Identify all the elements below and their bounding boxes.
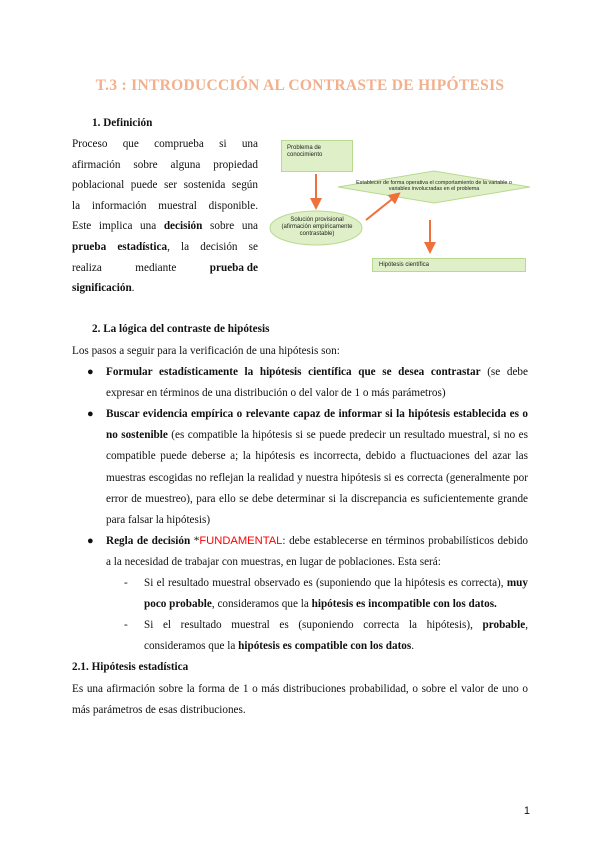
bold-term-prueba-de: prueba de <box>209 261 258 274</box>
step-3-star: * <box>190 534 200 547</box>
sub-1-text-a: Si el resultado muestral observado es (suponiendo que la hipótesis es correcta), <box>144 577 507 590</box>
section-1-heading: 1. Definición <box>92 117 153 129</box>
definition-paragraph <box>72 134 258 299</box>
sub-2-bold-d: hipótesis es compatible con los datos <box>238 640 412 653</box>
dash-icon: - <box>124 577 128 590</box>
dash-icon: - <box>124 619 128 632</box>
bullet-icon: ● <box>87 534 94 547</box>
step-3-text: : debe establecerse en términos probabilísticos debido a la necesidad de trabajar con muestras, en lugar de poblaciones. Esta será: <box>106 534 529 568</box>
definition-line <box>72 258 258 279</box>
text-run: sobre una <box>202 220 258 233</box>
text-run: realiza <box>72 261 102 274</box>
sub-2-text-e: . <box>411 640 415 653</box>
text-run: Este implica una <box>72 220 164 233</box>
sub-1-text-c: , consideramos que la <box>211 598 312 611</box>
step-1-text: (se debe expresar en términos de una distribución o del valor de 1 o más parámetros) <box>106 366 528 400</box>
step-2-title: Buscar evidencia empírica o relevante capaz de informar si la hipótesis establecida es o no sostenible <box>106 408 528 442</box>
text-run: . <box>131 282 135 295</box>
steps-list <box>72 362 528 573</box>
definition-line: Proceso que comprueba si una <box>72 138 258 150</box>
sub-1-bold-d: hipótesis es incompatible con los datos. <box>311 598 497 611</box>
definition-line <box>72 237 258 258</box>
section-2-body <box>72 341 528 721</box>
list-item <box>72 531 528 573</box>
fundamental-label: FUNDAMENTAL <box>199 534 283 547</box>
arrow-diag <box>366 196 396 220</box>
section-2-heading: 2. La lógica del contraste de hipótesis <box>92 323 270 335</box>
definition-line <box>72 216 258 237</box>
page-number: 1 <box>523 805 530 817</box>
bullet-icon: ● <box>87 408 94 421</box>
sub-2-text-a: Si el resultado muestral es (suponiendo correcta la hipótesis), <box>144 619 483 632</box>
bullet-icon: ● <box>87 366 94 379</box>
bold-term-significacion: significación <box>72 282 132 295</box>
list-item <box>72 573 528 615</box>
sub-2-text-c: , consideramos que la <box>144 619 528 653</box>
sub-1-bold-b: muy poco probable <box>144 577 528 611</box>
sub-2-bold-b: probable <box>482 619 526 632</box>
step-1-title: Formular estadísticamente la hipótesis científica que se desea contrastar <box>106 366 481 379</box>
definition-line <box>72 278 258 299</box>
hypothesis-flow-diagram <box>268 134 530 284</box>
diagram-box-problema: Problema de conocimiento <box>281 140 353 172</box>
section-2-intro: Los pasos a seguir para la verificación de una hipótesis son: <box>72 345 340 357</box>
section-2-1-paragraph: Es una afirmación sobre la forma de 1 o más distribuciones probabilidad, o sobre el valor de uno o más parámetros de esas distribuciones. <box>72 682 528 716</box>
list-item <box>72 615 528 657</box>
diagram-box-establecer: Establecer de forma operativa el comportamiento de la variable o variables involucradas en el problema <box>356 180 512 193</box>
list-item <box>72 404 528 531</box>
text-run: mediante <box>135 261 177 274</box>
definition-line: la información muestral disponible. <box>72 199 258 212</box>
list-item <box>72 362 528 404</box>
diagram-box-hipotesis: Hipótesis científica <box>372 258 526 272</box>
bold-term-prueba-estadistica: prueba estadística <box>72 240 168 253</box>
bold-term-decision: decisión <box>163 220 203 233</box>
definition-line: afirmación sobre alguna propiedad <box>72 158 258 171</box>
text-run: , la decisión se <box>167 240 258 253</box>
section-2-1-heading: 2.1. Hipótesis estadística <box>72 661 189 674</box>
definition-line: poblacional puede ser sostenida según <box>72 179 258 192</box>
page-title: T.3 : INTRODUCCIÓN AL CONTRASTE DE HIPÓTESIS <box>95 77 505 94</box>
step-2-text: (es compatible la hipótesis si se puede predecir un resultado muestral, si no es compatible puede deberse a; la hipótesis es incorrecta, debido a fluctuaciones del azar las muestras escogidas no reflejan la realidad y nuestra hipótesis si es correcta (generalmente por error de muestreo), para ello se debe determinar si la discrepancia es suficientemente grande para falsar la hipótesis) <box>106 429 528 526</box>
diagram-box-solucion: Solución provisional (afirmación empíricamente contrastable) <box>281 217 353 238</box>
step-3-title: Regla de decisión <box>106 534 191 547</box>
